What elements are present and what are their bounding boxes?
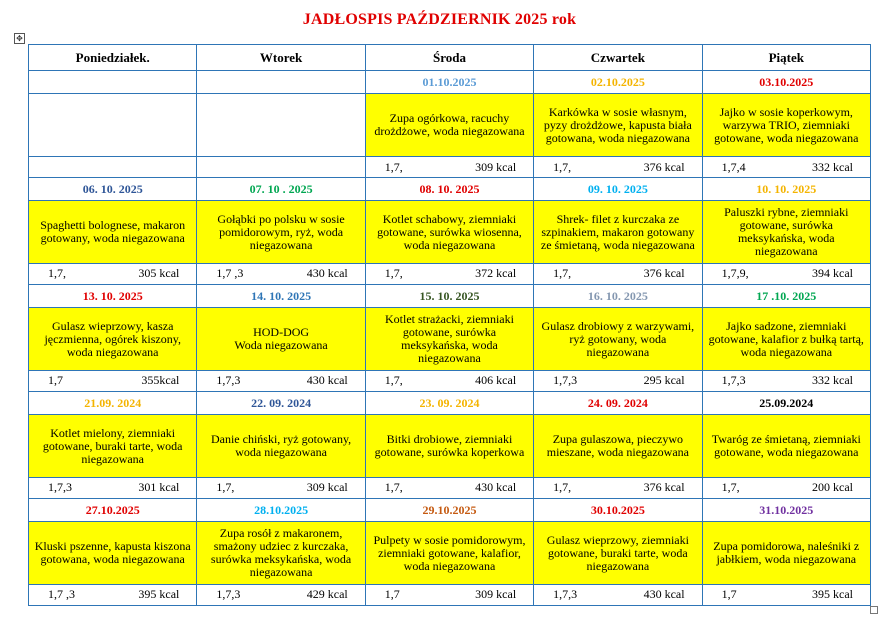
nutrition-row xyxy=(29,157,871,178)
allergens: 1,7, xyxy=(384,480,403,495)
allergens-kcal-cell xyxy=(534,477,702,498)
nutrition-row xyxy=(29,584,871,605)
allergens-kcal-cell xyxy=(702,157,870,178)
kcal: 376 kcal xyxy=(643,159,685,174)
empty-cell xyxy=(197,71,365,94)
date-cell: 02.10.2025 xyxy=(534,71,702,94)
date-cell: 09. 10. 2025 xyxy=(534,177,702,200)
kcal: 295 kcal xyxy=(643,373,685,388)
allergens: 1,7 ,3 xyxy=(48,587,75,602)
kcal: 309 kcal xyxy=(475,159,517,174)
date-cell: 07. 10 . 2025 xyxy=(197,177,365,200)
empty-cell xyxy=(29,94,197,157)
date-cell: 28.10.2025 xyxy=(197,498,365,521)
allergens: 1,7,3 xyxy=(216,373,241,388)
meal-row xyxy=(29,201,871,264)
allergens: 1,7,3 xyxy=(721,373,746,388)
allergens: 1,7,4 xyxy=(721,159,746,174)
meal-cell: Spaghetti bolognese, makaron gotowany, woda niegazowana xyxy=(29,201,197,264)
kcal: 309 kcal xyxy=(306,480,348,495)
kcal: 355kcal xyxy=(141,373,180,388)
kcal: 376 kcal xyxy=(643,480,685,495)
kcal: 430 kcal xyxy=(306,373,348,388)
allergens: 1,7 xyxy=(721,587,737,602)
allergens: 1,7, xyxy=(721,480,740,495)
allergens: 1,7, xyxy=(48,266,66,281)
kcal: 376 kcal xyxy=(643,266,685,281)
kcal: 200 kcal xyxy=(812,480,853,495)
meal-cell: Gulasz drobiowy z warzywami, ryż gotowany, woda niegazowana xyxy=(534,308,702,371)
date-cell: 24. 09. 2024 xyxy=(534,391,702,414)
allergens: 1,7,3 xyxy=(48,480,72,495)
meal-cell: Kluski pszenne, kapusta kiszona gotowana, woda niegazowana xyxy=(29,522,197,585)
meal-cell: Gulasz wieprzowy, ziemniaki gotowane, buraki tarte, woda niegazowana xyxy=(534,522,702,585)
day-header: Piątek xyxy=(702,45,870,71)
kcal: 430 kcal xyxy=(306,266,348,281)
allergens-kcal-cell xyxy=(29,584,197,605)
meal-cell: Kotlet strażacki, ziemniaki gotowane, surówka meksykańska, woda niegazowana xyxy=(365,308,533,371)
empty-cell xyxy=(29,71,197,94)
date-cell: 29.10.2025 xyxy=(365,498,533,521)
allergens: 1,7,3 xyxy=(553,373,578,388)
allergens: 1,7, xyxy=(553,159,572,174)
kcal: 332 kcal xyxy=(812,373,853,388)
meal-cell: Jajko w sosie koperkowym, warzywa TRIO, ziemniaki gotowane, woda niegazowana xyxy=(702,94,870,157)
date-cell: 01.10.2025 xyxy=(365,71,533,94)
allergens-kcal-cell xyxy=(534,584,702,605)
kcal: 406 kcal xyxy=(475,373,517,388)
empty-cell xyxy=(197,94,365,157)
meal-cell: Kotlet mielony, ziemniaki gotowane, buraki tarte, woda niegazowana xyxy=(29,415,197,478)
allergens: 1,7, xyxy=(553,480,572,495)
meal-cell: Zupa gulaszowa, pieczywo mieszane, woda niegazowana xyxy=(534,415,702,478)
allergens-kcal-cell xyxy=(534,371,702,392)
allergens-kcal-cell xyxy=(534,264,702,285)
menu-table xyxy=(28,44,871,606)
allergens-kcal-cell xyxy=(197,584,365,605)
meal-cell: Zupa pomidorowa, naleśniki z jabłkiem, woda niegazowana xyxy=(702,522,870,585)
allergens: 1,7, xyxy=(384,266,403,281)
date-cell: 03.10.2025 xyxy=(702,71,870,94)
menu-title: JADŁOSPIS PAŹDZIERNIK 2025 rok xyxy=(302,11,577,28)
allergens: 1,7,3 xyxy=(216,587,241,602)
allergens-kcal-cell xyxy=(365,264,533,285)
empty-cell xyxy=(29,157,197,178)
meal-cell: Gulasz wieprzowy, kasza jęczmienna, ogórek kiszony, woda niegazowana xyxy=(29,308,197,371)
meal-cell: Shrek- filet z kurczaka ze szpinakiem, makaron gotowany ze śmietaną, woda niegazowana xyxy=(534,201,702,264)
date-cell: 17 .10. 2025 xyxy=(702,284,870,307)
empty-cell xyxy=(197,157,365,178)
allergens-kcal-cell xyxy=(29,477,197,498)
meal-cell: HOD-DOG Woda niegazowana xyxy=(197,308,365,371)
nutrition-row xyxy=(29,264,871,285)
date-row xyxy=(29,177,871,200)
kcal: 332 kcal xyxy=(812,159,853,174)
meal-cell: Karkówka w sosie własnym, pyzy drożdżowe, kapusta biała gotowana, woda niegazowana xyxy=(534,94,702,157)
meal-cell: Bitki drobiowe, ziemniaki gotowane, surówka koperkowa xyxy=(365,415,533,478)
date-row xyxy=(29,71,871,94)
meal-cell: Pulpety w sosie pomidorowym, ziemniaki gotowane, kalafior, woda niegazowana xyxy=(365,522,533,585)
meal-cell: Paluszki rybne, ziemniaki gotowane, surówka meksykańska, woda niegazowana xyxy=(702,201,870,264)
table-resize-handle[interactable] xyxy=(870,606,878,614)
allergens: 1,7, xyxy=(384,373,403,388)
day-header: Czwartek xyxy=(534,45,702,71)
nutrition-row xyxy=(29,371,871,392)
meal-cell: Danie chiński, ryż gotowany, woda niegazowana xyxy=(197,415,365,478)
meal-cell: Gołąbki po polsku w sosie pomidorowym, ryż, woda niegazowana xyxy=(197,201,365,264)
allergens: 1,7, xyxy=(384,159,403,174)
allergens-kcal-cell xyxy=(702,584,870,605)
date-cell: 16. 10. 2025 xyxy=(534,284,702,307)
allergens: 1,7, xyxy=(216,480,235,495)
allergens-kcal-cell xyxy=(365,371,533,392)
date-row xyxy=(29,284,871,307)
allergens-kcal-cell xyxy=(534,157,702,178)
date-cell: 27.10.2025 xyxy=(29,498,197,521)
kcal: 395 kcal xyxy=(812,587,853,602)
date-cell: 08. 10. 2025 xyxy=(365,177,533,200)
meal-row xyxy=(29,94,871,157)
day-header: Wtorek xyxy=(197,45,365,71)
kcal: 394 kcal xyxy=(812,266,853,281)
date-cell: 22. 09. 2024 xyxy=(197,391,365,414)
date-cell: 14. 10. 2025 xyxy=(197,284,365,307)
date-cell: 15. 10. 2025 xyxy=(365,284,533,307)
kcal: 430 kcal xyxy=(475,480,517,495)
kcal: 301 kcal xyxy=(138,480,180,495)
meal-cell: Twaróg ze śmietaną, ziemniaki gotowane, woda niegazowana xyxy=(702,415,870,478)
kcal: 430 kcal xyxy=(643,587,685,602)
date-row xyxy=(29,391,871,414)
meal-cell: Zupa rosół z makaronem, smażony udziec z kurczaka, surówka meksykańska, woda niegazowana xyxy=(197,522,365,585)
kcal: 309 kcal xyxy=(475,587,517,602)
table-move-handle-icon[interactable]: ✥ xyxy=(14,33,25,44)
allergens: 1,7 ,3 xyxy=(216,266,244,281)
allergens-kcal-cell xyxy=(29,264,197,285)
allergens-kcal-cell xyxy=(365,477,533,498)
date-cell: 10. 10. 2025 xyxy=(702,177,870,200)
meal-cell: Kotlet schabowy, ziemniaki gotowane, surówka wiosenna, woda niegazowana xyxy=(365,201,533,264)
meal-cell: Zupa ogórkowa, racuchy drożdżowe, woda niegazowana xyxy=(365,94,533,157)
meal-row xyxy=(29,522,871,585)
date-cell: 30.10.2025 xyxy=(534,498,702,521)
allergens: 1,7,9, xyxy=(721,266,749,281)
day-header: Środa xyxy=(365,45,533,71)
allergens: 1,7,3 xyxy=(553,587,578,602)
kcal: 372 kcal xyxy=(475,266,517,281)
meal-cell: Jajko sadzone, ziemniaki gotowane, kalafior z bułką tartą, woda niegazowana xyxy=(702,308,870,371)
day-header: Poniedziałek. xyxy=(29,45,197,71)
day-header-row xyxy=(29,45,871,71)
meal-row xyxy=(29,308,871,371)
date-cell: 25.09.2024 xyxy=(702,391,870,414)
kcal: 429 kcal xyxy=(306,587,348,602)
meal-row xyxy=(29,415,871,478)
allergens-kcal-cell xyxy=(365,584,533,605)
allergens: 1,7 xyxy=(384,587,400,602)
allergens-kcal-cell xyxy=(197,264,365,285)
date-cell: 06. 10. 2025 xyxy=(29,177,197,200)
allergens-kcal-cell xyxy=(197,477,365,498)
date-cell: 23. 09. 2024 xyxy=(365,391,533,414)
allergens-kcal-cell xyxy=(702,477,870,498)
allergens-kcal-cell xyxy=(365,157,533,178)
kcal: 305 kcal xyxy=(138,266,180,281)
allergens-kcal-cell xyxy=(197,371,365,392)
allergens-kcal-cell xyxy=(29,371,197,392)
date-cell: 31.10.2025 xyxy=(702,498,870,521)
allergens-kcal-cell xyxy=(702,264,870,285)
allergens: 1,7, xyxy=(553,266,572,281)
date-cell: 21.09. 2024 xyxy=(29,391,197,414)
kcal: 395 kcal xyxy=(138,587,180,602)
allergens: 1,7 xyxy=(48,373,63,388)
allergens-kcal-cell xyxy=(702,371,870,392)
date-cell: 13. 10. 2025 xyxy=(29,284,197,307)
nutrition-row xyxy=(29,477,871,498)
date-row xyxy=(29,498,871,521)
